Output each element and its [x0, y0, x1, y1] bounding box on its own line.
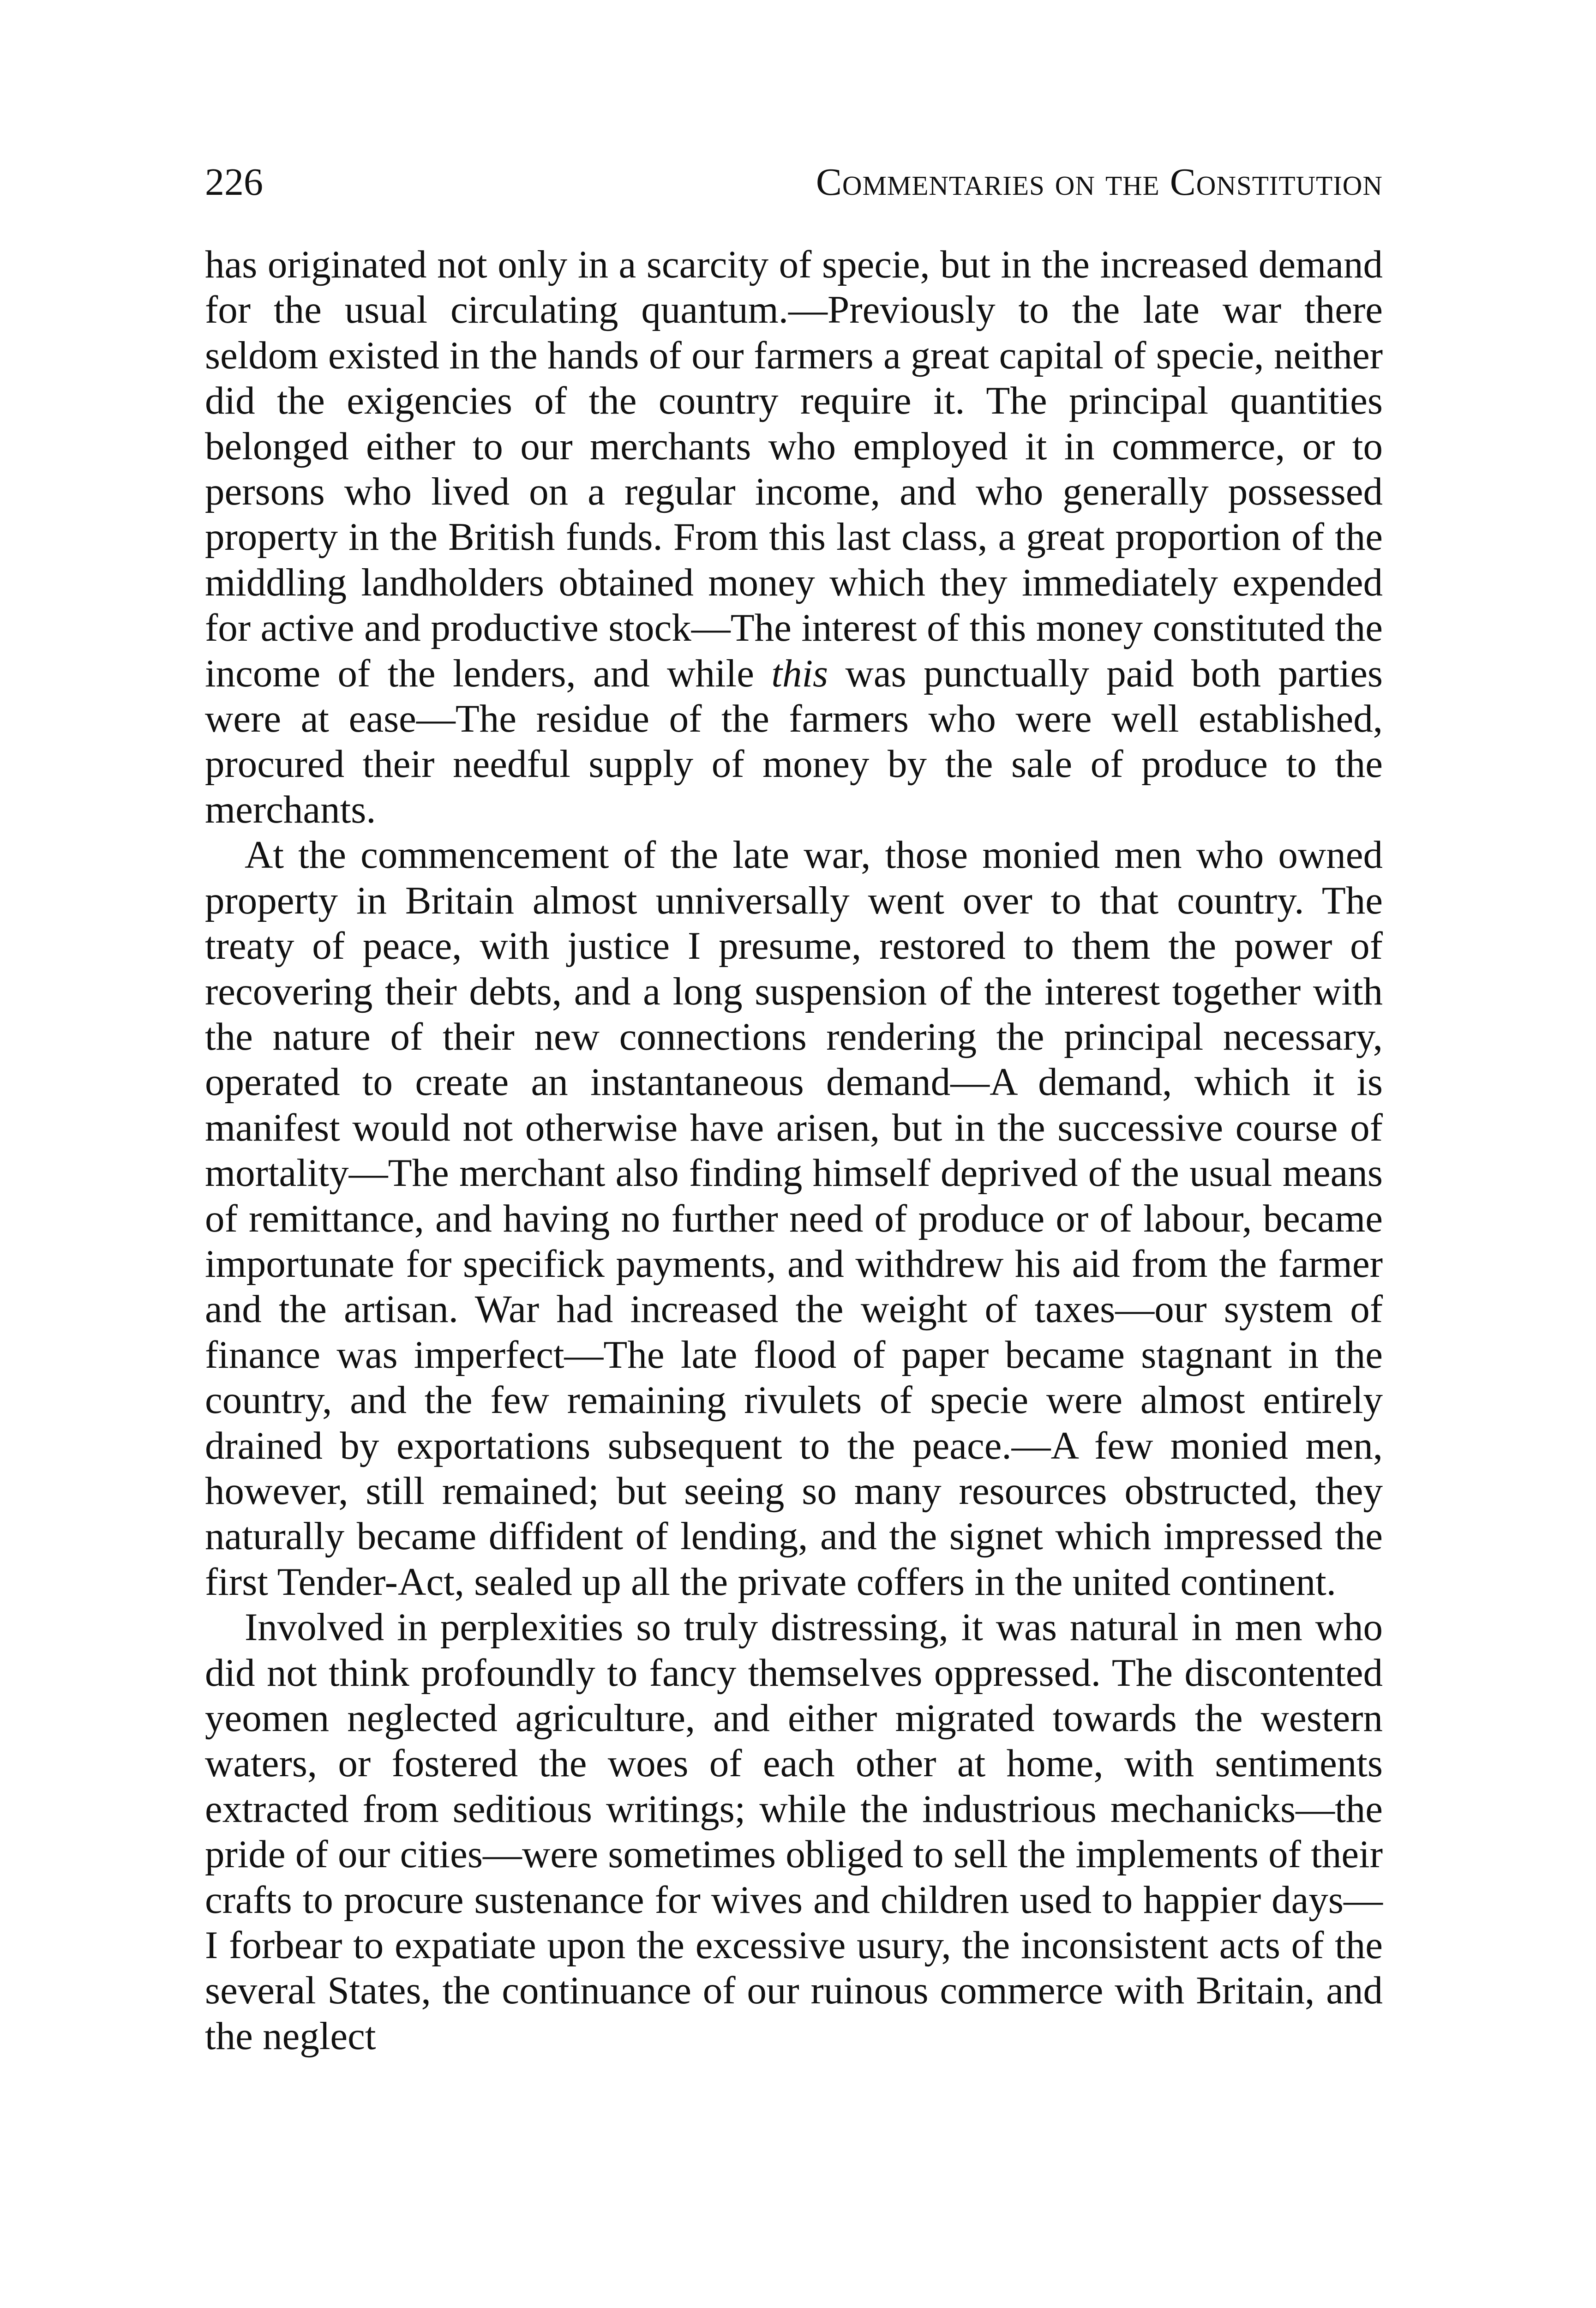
page-number: 226 [205, 161, 263, 204]
paragraph-1-text-after: was punctually paid both parties were at ease—The residue of the farmers who were well established, procured their needful supply of money by the sale of produce to the merchants. [205, 651, 1383, 831]
running-head-title: Commentaries on the Constitution [816, 161, 1383, 204]
body-text [205, 242, 1383, 2059]
paragraph-2: At the commencement of the late war, those monied men who owned property in Britain almost unniversally went over to that country. The treaty of peace, with justice I presume, restored to them the power of recovering their debts, and a long suspension of the interest together with the nature of their new connections rendering the principal necessary, operated to create an instantaneous demand—A demand, which it is manifest would not otherwise have arisen, but in the successive course of mortality—The merchant also finding himself deprived of the usual means of remittance, and having no further need of produce or of labour, became importunate for specifick payments, and withdrew his aid from the farmer and the artisan. War had increased the weight of taxes—our system of finance was imperfect—The late flood of paper became stagnant in the country, and the few remaining rivulets of specie were almost entirely drained by exportations subsequent to the peace.—A few monied men, however, still remained; but seeing so many resources obstructed, they naturally became diffident of lending, and the signet which impressed the first Tender-Act, sealed up all the private coffers in the united continent. [205, 833, 1383, 1604]
paragraph-1-emphasis: this [771, 651, 828, 695]
paragraph-1-text-before: has originated not only in a scarcity of specie, but in the increased demand for the usual circulating quantum.—Previously to the late war there seldom existed in the hands of our farmers a great capital of specie, neither did the exigencies of the country require it. The principal quantities belonged either to our merchants who employed it in commerce, or to persons who lived on a regular income, and who generally possessed property in the British funds. From this last class, a great proportion of the middling landholders obtained money which they immediately expended for active and productive stock—The interest of this money constituted the income of the lenders, and while [205, 243, 1383, 695]
paragraph-3: Involved in perplexities so truly distressing, it was natural in men who did not think profoundly to fancy themselves oppressed. The discontented yeomen neglected agriculture, and either migrated towards the western waters, or fostered the woes of each other at home, with sentiments extracted from seditious writings; while the industrious mechanicks—the pride of our cities—were sometimes obliged to sell the implements of their crafts to procure sustenance for wives and children used to happier days—I forbear to expatiate upon the excessive usury, the inconsistent acts of the several States, the continuance of our ruinous commerce with Britain, and the neglect [205, 1605, 1383, 2058]
running-head [205, 152, 1383, 212]
book-page [205, 152, 1383, 2059]
paragraph-1 [205, 242, 1383, 832]
